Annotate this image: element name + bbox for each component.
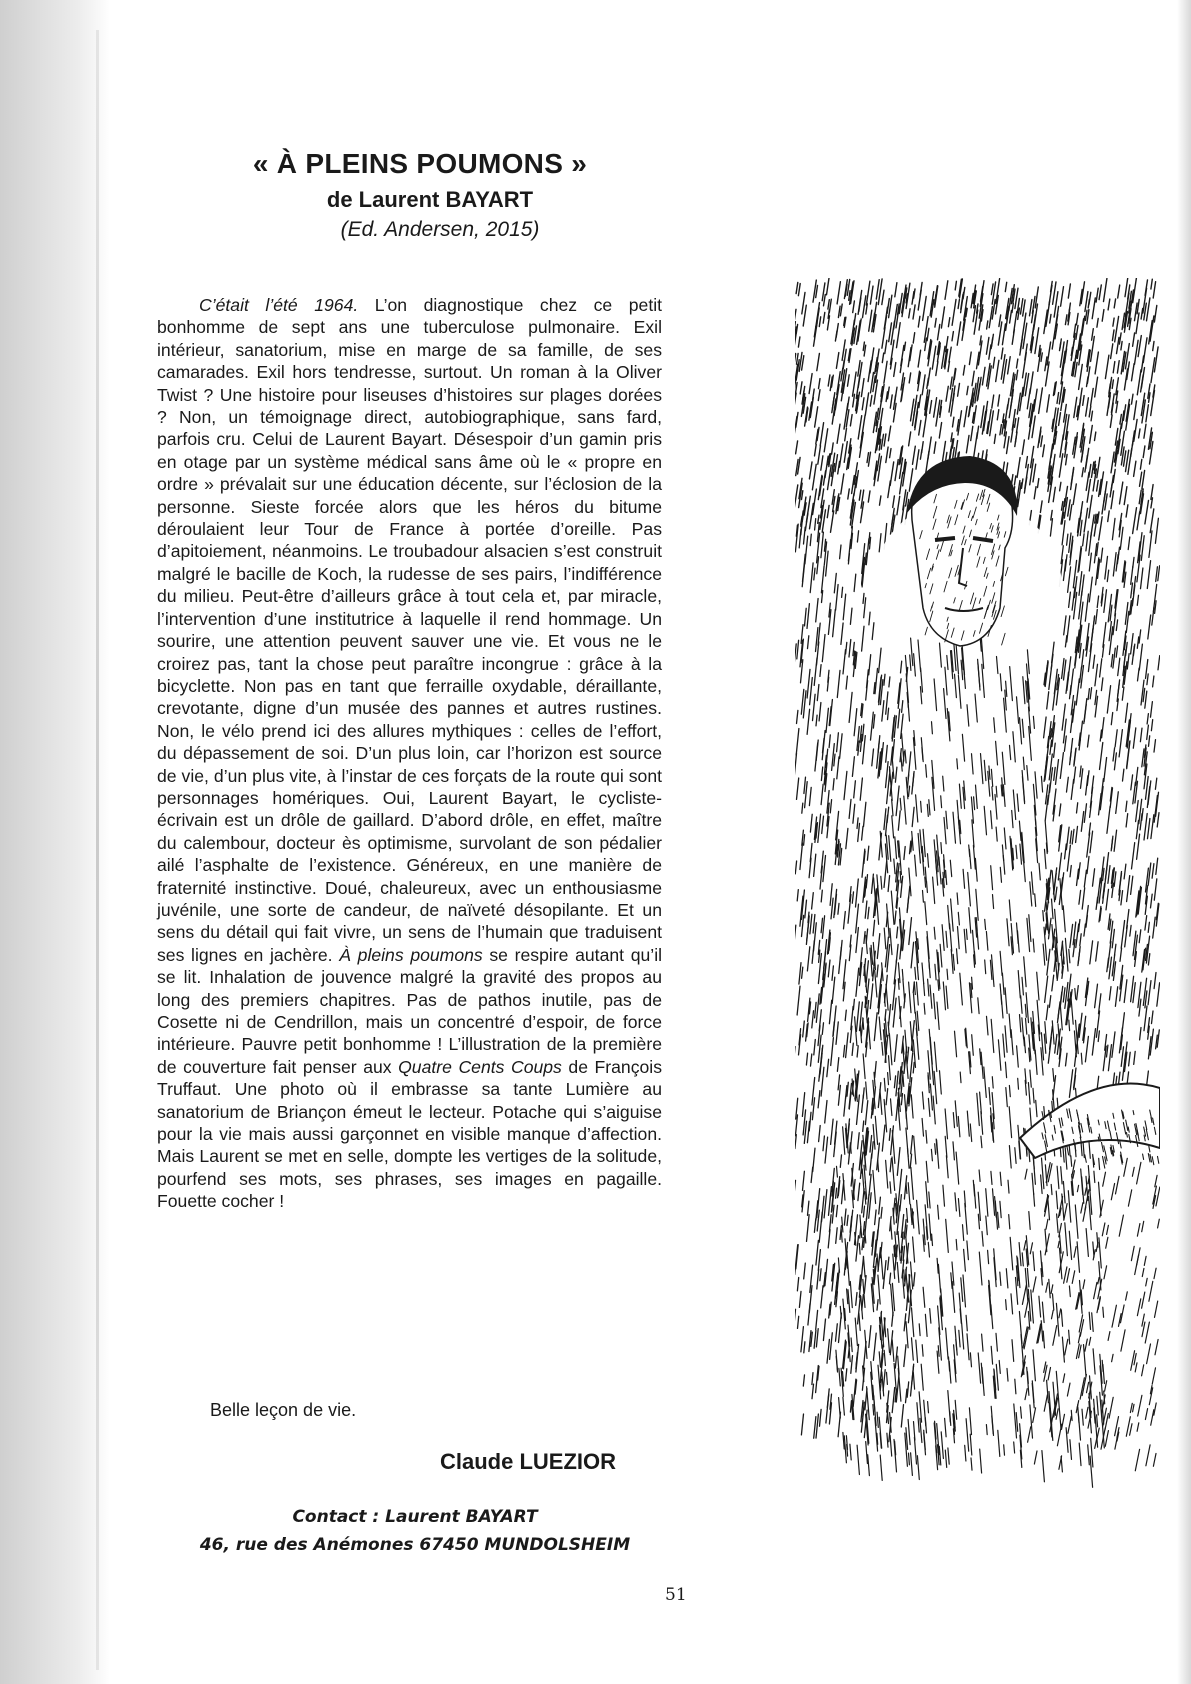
hatched-background bbox=[795, 278, 1160, 1471]
review-lead-phrase: C’était l’été 1964. bbox=[199, 295, 359, 315]
page-right-edge bbox=[1177, 0, 1191, 1684]
page-number: 51 bbox=[665, 1585, 687, 1605]
book-publisher: (Ed. Andersen, 2015) bbox=[340, 218, 540, 241]
page-binding-shadow bbox=[0, 0, 110, 1684]
contact-name: Contact : Laurent BAYART bbox=[292, 1507, 538, 1527]
page-binding-crease bbox=[96, 30, 99, 1670]
article-title: « À PLEINS POUMONS » bbox=[252, 148, 588, 179]
book-title-reference: À pleins poumons bbox=[339, 944, 483, 965]
contact-address: 46, rue des Anémones 67450 MUNDOLSHEIM bbox=[199, 1535, 631, 1555]
closing-line: Belle leçon de vie. bbox=[210, 1400, 357, 1420]
contact-block bbox=[180, 1503, 650, 1559]
reviewer-signature: Claude LUEZIOR bbox=[440, 1449, 617, 1474]
portrait-illustration bbox=[795, 278, 1160, 1510]
book-author: de Laurent BAYART bbox=[326, 187, 534, 212]
review-body bbox=[157, 294, 662, 1213]
film-title-reference: Quatre Cents Coups bbox=[398, 1056, 562, 1077]
review-text-part-2: se respire autant qu’il se lit. Inhalation de jouvence malgré la gravité des propos au long des premiers chapitres. Pas de pathos inutile, pas de Cosette ni de Cendrillon, mais un concentré d’espoir, de force intérieure. Pauvre petit bonhomme ! L’illustration de la première de couverture fait penser aux bbox=[157, 944, 663, 1077]
review-text-part-1: L’on diagnostique chez ce petit bonhomme de sept ans une tuberculose pulmonaire. Exil intérieur, sanatorium, mise en marge de sa famille, de ses camarades. Exil hors tendresse, surtout. Un roman à la Oliver Twist ? Une histoire pour liseuses d’histoires sur plages dorées ? Non, un témoignage direct, autobiographique, sans fard, parfois cru. Celui de Laurent Bayart. Désespoir d’un gamin pris en otage par un système médical sans âme où le « propre en ordre » prévalait sur une éducation décente, sur l’éclosion de la personne. Sieste forcée alors que les héros du bitume déroulaient leur Tour de France à portée d’oreille. Pas d’apitoiement, néanmoins. Le troubadour alsacien s’est construit malgré le bacille de Koch, la rudesse de ses pairs, l’indifférence du milieu. Peut-être d’ailleurs grâce à tout cela et, par miracle, l’intervention d’une institutrice à laquelle il rend hommage. Un sourire, une attention peuvent sauver une vie. Et vous ne le croirez pas, tant la chose peut paraître incongrue : grâce à la bicyclette. Non pas en tant que ferraille oxydable, déraillante, crevotante, digne d’un musée des pannes et autres rustines. Non, le vélo prend ici des allures mythiques : celles de l’effort, du dépassement de soi. D’un plus loin, car l’horizon est source de vie, d’un plus vite, à l’instar de ces forçats de la route qui sont personnages homériques. Oui, Laurent Bayart, le cycliste-écrivain est un drôle de gaillard. D’abord drôle, en effet, maître du calembour, docteur ès optimisme, survolant de son pédalier ailé l’asphalte de l’existence. Généreux, en une manière de fraternité instinctive. Doué, chaleureux, avec un enthousiasme juvénile, une sorte de candeur, de naïveté désopilante. Et un sens du détail qui fait vivre, un sens de l’humain que traduisent ses lignes en jachère. bbox=[157, 295, 662, 965]
review-text-part-3: de François Truffaut. Une photo où il embrasse sa tante Lumière au sanatorium de Briançon émeut le lecteur. Potache qui s’aiguise pour la vie mais aussi garçonnet en visible manque d’affection. Mais Laurent se met en selle, dompte les vertiges de la solitude, pourfend ses mots, ses phrases, ses images en pagaille. Fouette cocher ! bbox=[157, 1056, 663, 1212]
